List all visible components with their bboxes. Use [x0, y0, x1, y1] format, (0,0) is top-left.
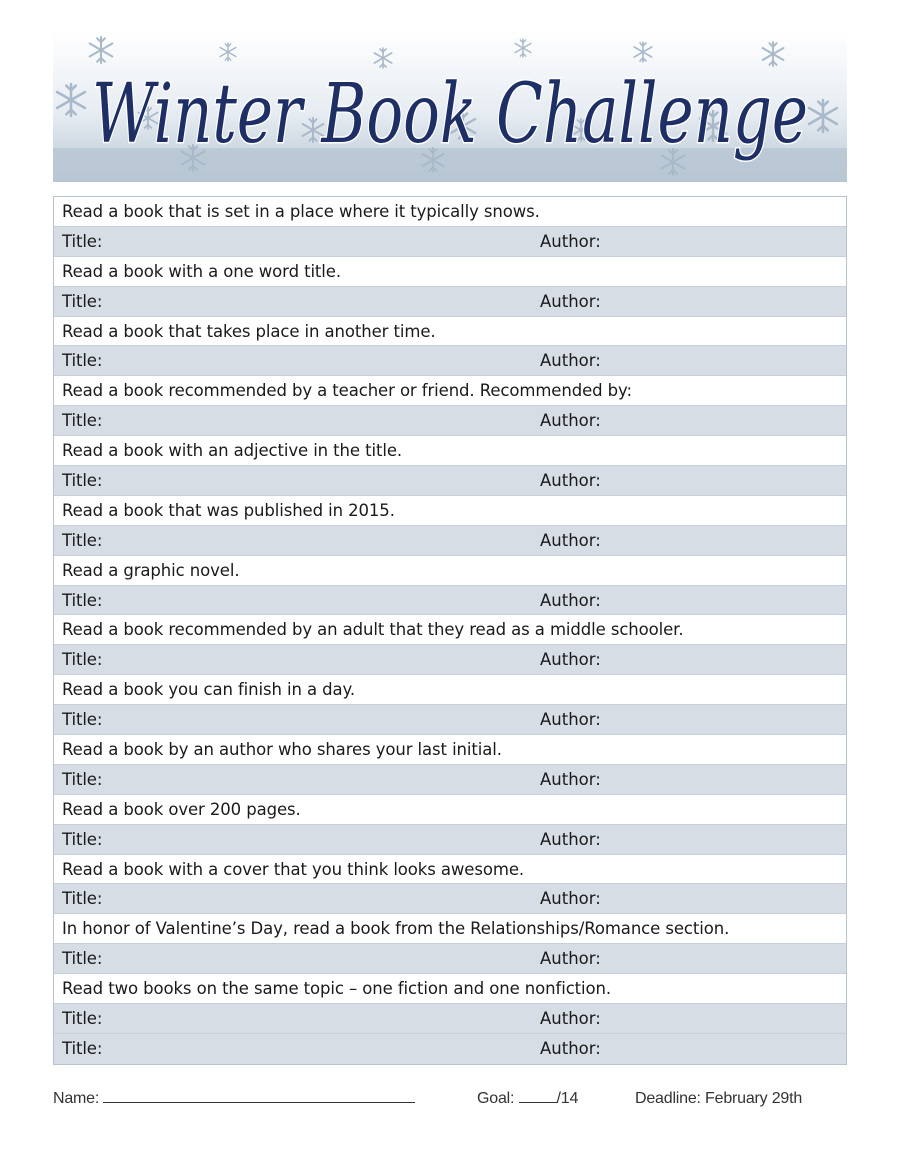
challenge-text: Read a book that was published in 2015.	[62, 500, 395, 520]
book-entry-row[interactable]	[54, 705, 846, 735]
book-entry-row[interactable]	[54, 645, 846, 675]
book-entry-row[interactable]	[54, 346, 846, 376]
author-label: Author:	[540, 291, 601, 311]
book-entry-row[interactable]	[54, 586, 846, 616]
challenge-row	[54, 735, 846, 765]
challenge-row	[54, 914, 846, 944]
challenge-row	[54, 257, 846, 287]
goal-total: /14	[556, 1090, 579, 1107]
page-title: Winter Book Challenge	[92, 67, 808, 162]
deadline-text: Deadline: February 29th	[635, 1090, 803, 1107]
title-label: Title:	[62, 1008, 103, 1028]
goal-field[interactable]	[477, 1090, 578, 1108]
title-label: Title:	[62, 411, 103, 431]
header-banner	[53, 30, 847, 182]
book-entry-row[interactable]	[54, 884, 846, 914]
challenge-text: Read a book recommended by a teacher or friend. Recommended by:	[62, 381, 632, 401]
challenge-row	[54, 855, 846, 885]
goal-label: Goal:	[477, 1090, 515, 1107]
name-blank[interactable]	[103, 1090, 415, 1103]
challenge-row	[54, 556, 846, 586]
title-label: Title:	[62, 530, 103, 550]
challenge-text: In honor of Valentine’s Day, read a book from the Relationships/Romance section.	[62, 919, 730, 939]
author-label: Author:	[540, 829, 601, 849]
book-entry-row[interactable]	[54, 1034, 846, 1064]
challenge-table	[53, 196, 847, 1065]
author-label: Author:	[540, 949, 601, 969]
book-entry-row[interactable]	[54, 227, 846, 257]
author-label: Author:	[540, 231, 601, 251]
title-label: Title:	[62, 231, 103, 251]
title-label: Title:	[62, 470, 103, 490]
author-label: Author:	[540, 1039, 601, 1059]
title-label: Title:	[62, 650, 103, 670]
challenge-row	[54, 675, 846, 705]
author-label: Author:	[540, 590, 601, 610]
challenge-text: Read a book that is set in a place where it typically snows.	[62, 201, 540, 221]
author-label: Author:	[540, 769, 601, 789]
book-entry-row[interactable]	[54, 765, 846, 795]
author-label: Author:	[540, 470, 601, 490]
name-field[interactable]	[53, 1090, 415, 1108]
title-label: Title:	[62, 1039, 103, 1059]
page-title-graphic	[53, 38, 847, 182]
challenge-row	[54, 615, 846, 645]
author-label: Author:	[540, 530, 601, 550]
challenge-row	[54, 974, 846, 1004]
title-label: Title:	[62, 590, 103, 610]
author-label: Author:	[540, 351, 601, 371]
title-label: Title:	[62, 949, 103, 969]
title-label: Title:	[62, 829, 103, 849]
challenge-text: Read a book over 200 pages.	[62, 799, 301, 819]
author-label: Author:	[540, 650, 601, 670]
challenge-text: Read a book by an author who shares your last initial.	[62, 739, 502, 759]
author-label: Author:	[540, 889, 601, 909]
challenge-row	[54, 376, 846, 406]
title-label: Title:	[62, 291, 103, 311]
book-entry-row[interactable]	[54, 466, 846, 496]
book-entry-row[interactable]	[54, 406, 846, 436]
challenge-text: Read a book that takes place in another time.	[62, 321, 436, 341]
book-entry-row[interactable]	[54, 825, 846, 855]
goal-blank[interactable]	[519, 1090, 557, 1103]
challenge-text: Read a book with a cover that you think looks awesome.	[62, 859, 525, 879]
title-label: Title:	[62, 351, 103, 371]
challenge-text: Read a book recommended by an adult that they read as a middle schooler.	[62, 620, 684, 640]
challenge-row	[54, 197, 846, 227]
author-label: Author:	[540, 1008, 601, 1028]
challenge-text: Read a book you can finish in a day.	[62, 680, 355, 700]
challenge-text: Read a graphic novel.	[62, 560, 240, 580]
book-entry-row[interactable]	[54, 526, 846, 556]
book-entry-row[interactable]	[54, 287, 846, 317]
challenge-row	[54, 795, 846, 825]
name-label: Name:	[53, 1090, 100, 1107]
challenge-row	[54, 496, 846, 526]
challenge-text: Read a book with a one word title.	[62, 261, 341, 281]
title-label: Title:	[62, 710, 103, 730]
challenge-row	[54, 317, 846, 347]
author-label: Author:	[540, 411, 601, 431]
challenge-text: Read two books on the same topic – one fiction and one nonfiction.	[62, 979, 612, 999]
challenge-row	[54, 436, 846, 466]
book-entry-row[interactable]	[54, 944, 846, 974]
author-label: Author:	[540, 710, 601, 730]
book-entry-row[interactable]	[54, 1004, 846, 1034]
challenge-text: Read a book with an adjective in the title.	[62, 441, 403, 461]
title-label: Title:	[62, 889, 103, 909]
title-label: Title:	[62, 769, 103, 789]
